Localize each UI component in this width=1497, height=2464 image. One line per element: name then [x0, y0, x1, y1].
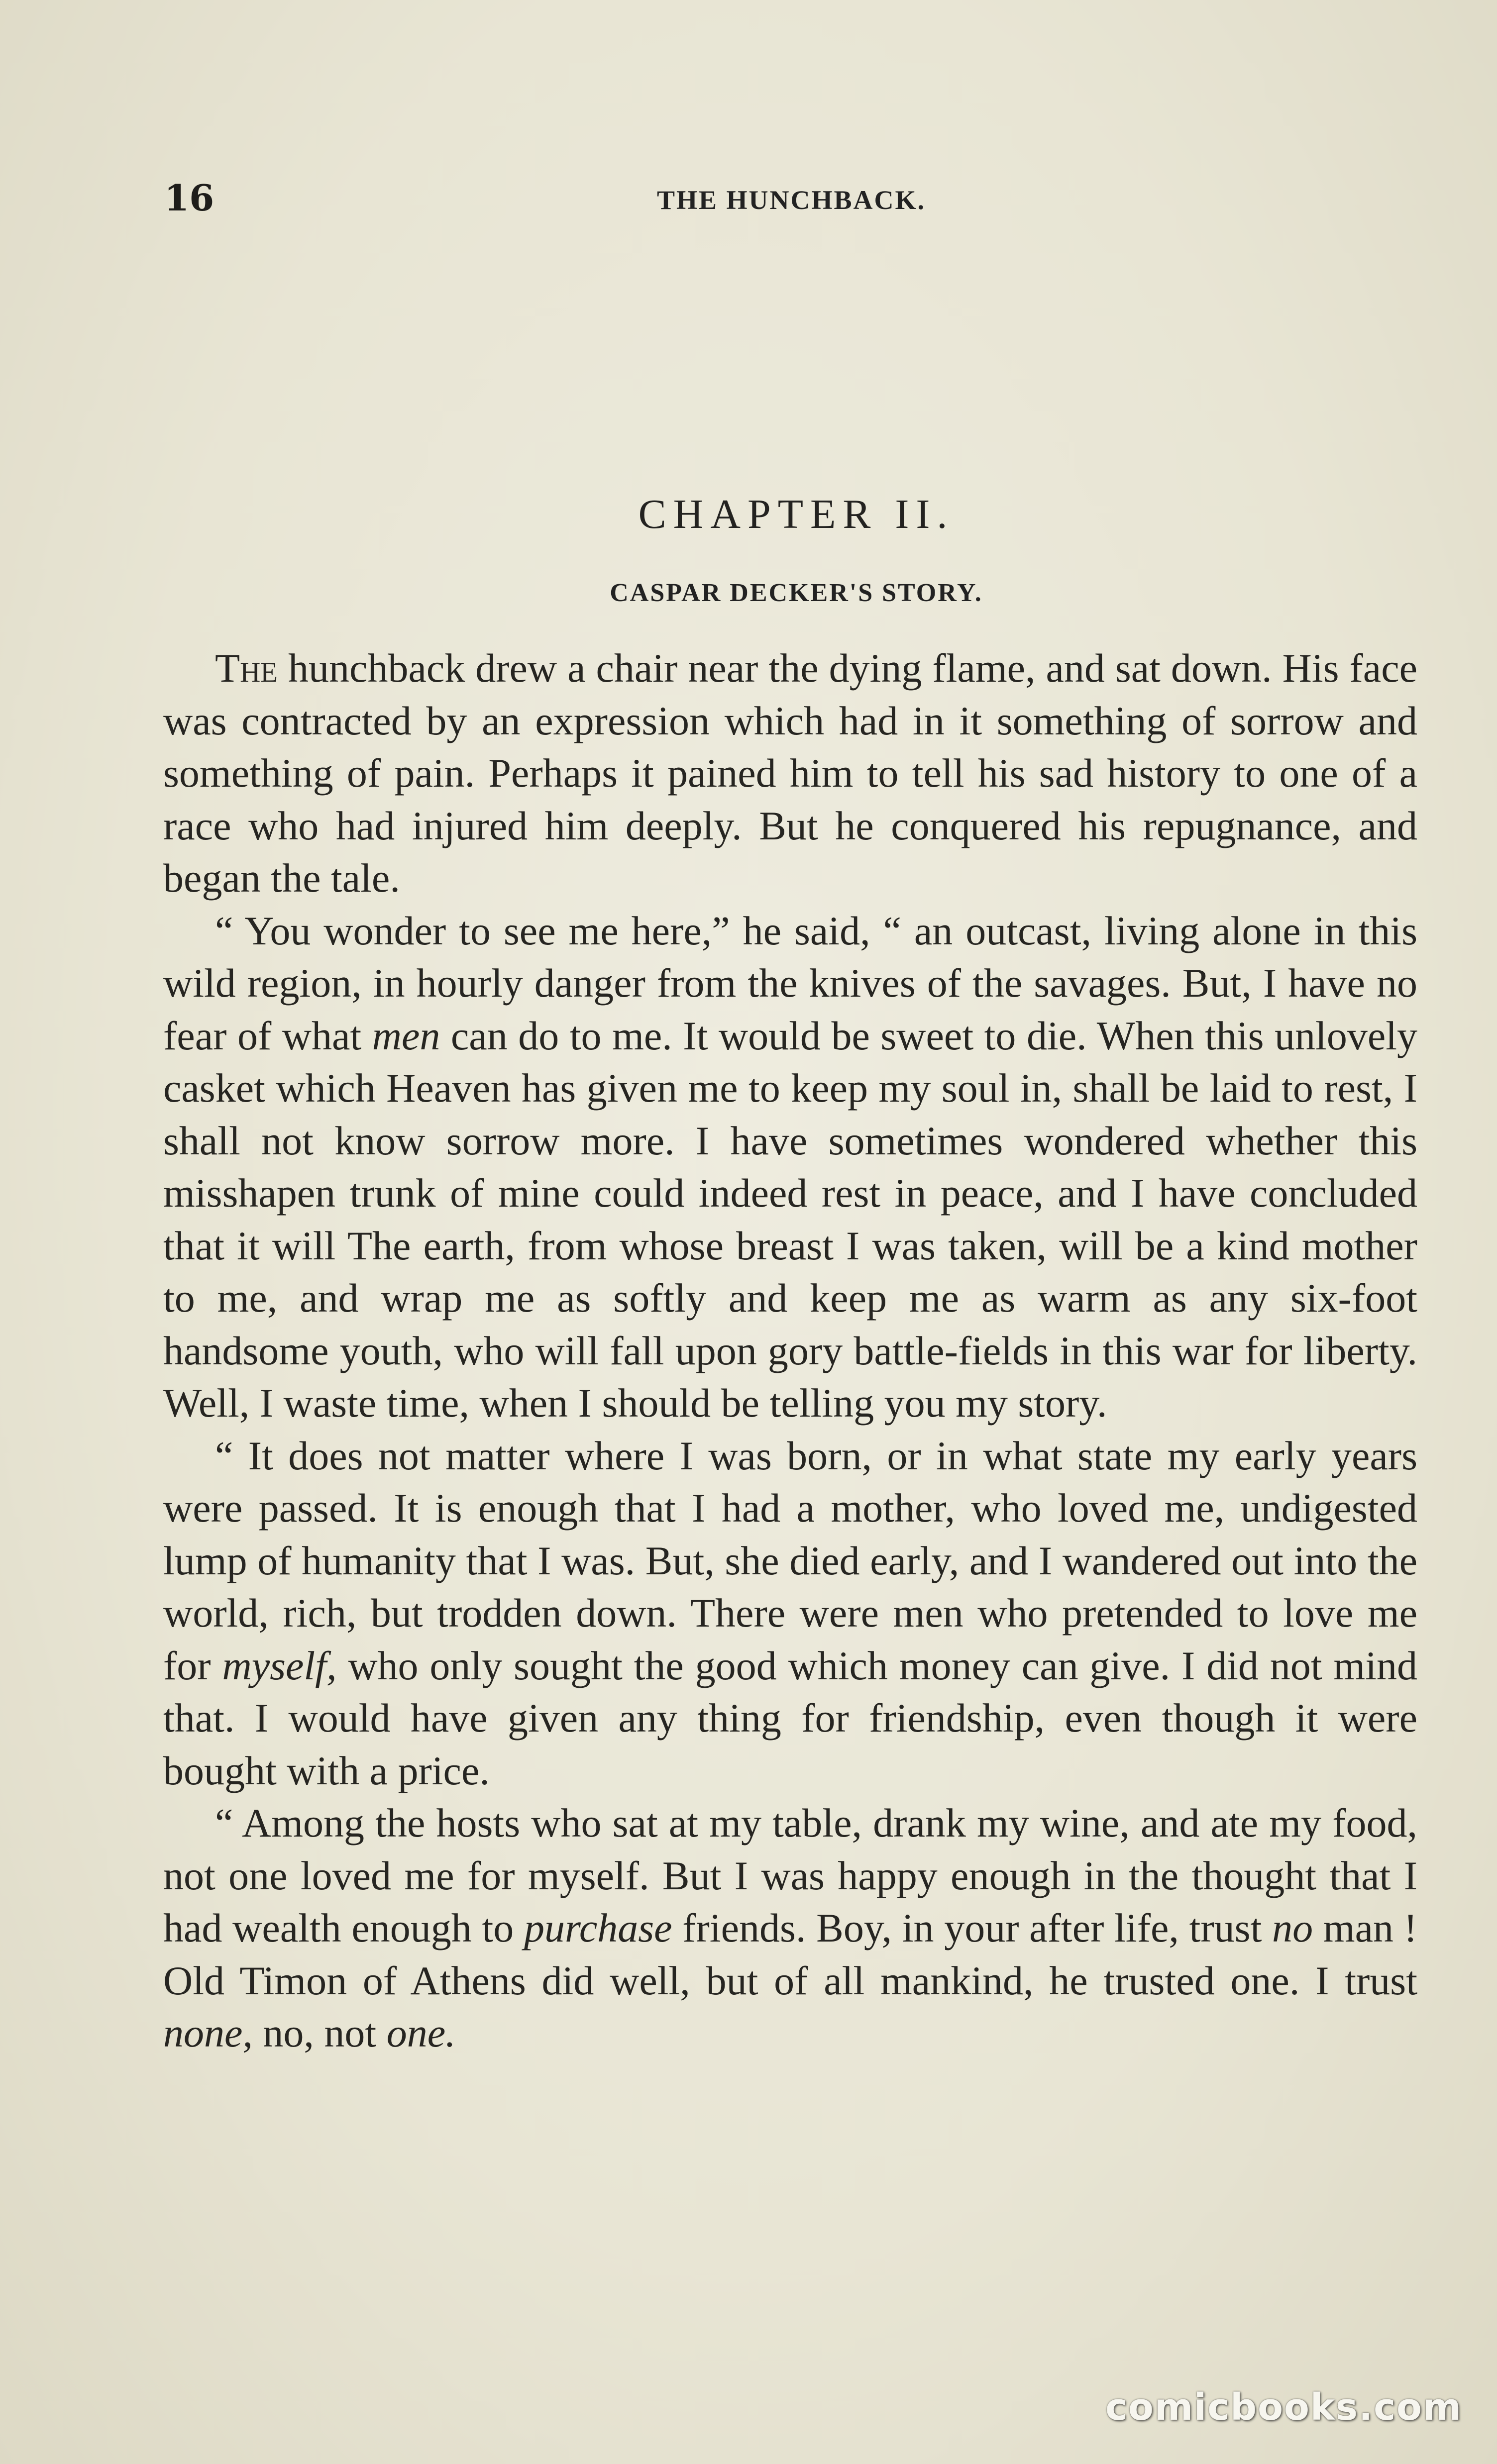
paragraph-text: “ You wonder to see me here,” he said, “ an outcast, living alone in this wild region, in hourly danger from the knives of the savages. But, I have no fear of what [163, 908, 1417, 1058]
emphasis: purchase [524, 1905, 672, 1951]
paragraph-text: hunchback drew a chair near the dying flame, and sat down. His face was contracted by an expression which had in it something of sorrow and something of pain. Perhaps it pained him to tell his sad history to one of a race who had injured him deeply. But he conquered his repugnance, and began the tale. [163, 645, 1417, 901]
paragraph-2 [163, 905, 1417, 1430]
emphasis: one. [386, 2010, 456, 2055]
watermark-logo: comicbooks.com [1105, 2386, 1462, 2429]
paragraph-4 [163, 1797, 1417, 2059]
page-header [164, 177, 1418, 221]
body-text [163, 642, 1417, 2059]
paragraph-text: friends. Boy, in your after life, trust [672, 1905, 1273, 1951]
paragraph-text: man ! Old Timon of Athens did well, but of all mankind, he trusted one. I trust [163, 1905, 1417, 2003]
paragraph-1 [163, 642, 1417, 905]
paragraph-3 [163, 1430, 1417, 1797]
emphasis: myself, [222, 1643, 337, 1688]
page-number: 16 [164, 177, 214, 219]
emphasis: men [372, 1013, 440, 1058]
emphasis: none, [163, 2010, 253, 2055]
paragraph-text: “ Among the hosts who sat at my table, drank my wine, and ate my food, not one loved me for myself. But I was happy enough in the thought that I had wealth enough to [163, 1800, 1417, 1951]
paragraph-text: can do to me. It would be sweet to die. When this unlovely casket which Heaven has given me to keep my soul in, shall be laid to rest, I shall not know sorrow more. I have sometimes wondered whether this misshapen trunk of mine could indeed rest in peace, and I have concluded that it will The earth, from whose breast I was taken, will be a kind mother to me, and wrap me as softly and keep me as warm as any six-foot handsome youth, who will fall upon gory battle-fields in this war for liberty. Well, I waste time, when I should be telling you my story. [163, 1013, 1417, 1426]
paragraph-text: “ It does not matter where I was born, or in what state my early years were passed. It is enough that I had a mother, who loved me, undigested lump of humanity that I was. But, she died early, and I wandered out into the world, rich, but trodden down. There were men who pretended to love me for [163, 1433, 1417, 1688]
paragraph-lead: The [215, 645, 278, 691]
emphasis: no [1272, 1905, 1313, 1951]
running-head: THE HUNCHBACK. [656, 185, 926, 215]
paragraph-text: no, not [252, 2010, 387, 2055]
chapter-subtitle: CASPAR DECKER'S STORY. [610, 579, 983, 607]
paragraph-text: who only sought the good which money can give. I did not mind that. I would have given any thing for friendship, even though it were bought with a price. [163, 1643, 1417, 1793]
chapter-title: CHAPTER II. [638, 491, 955, 537]
